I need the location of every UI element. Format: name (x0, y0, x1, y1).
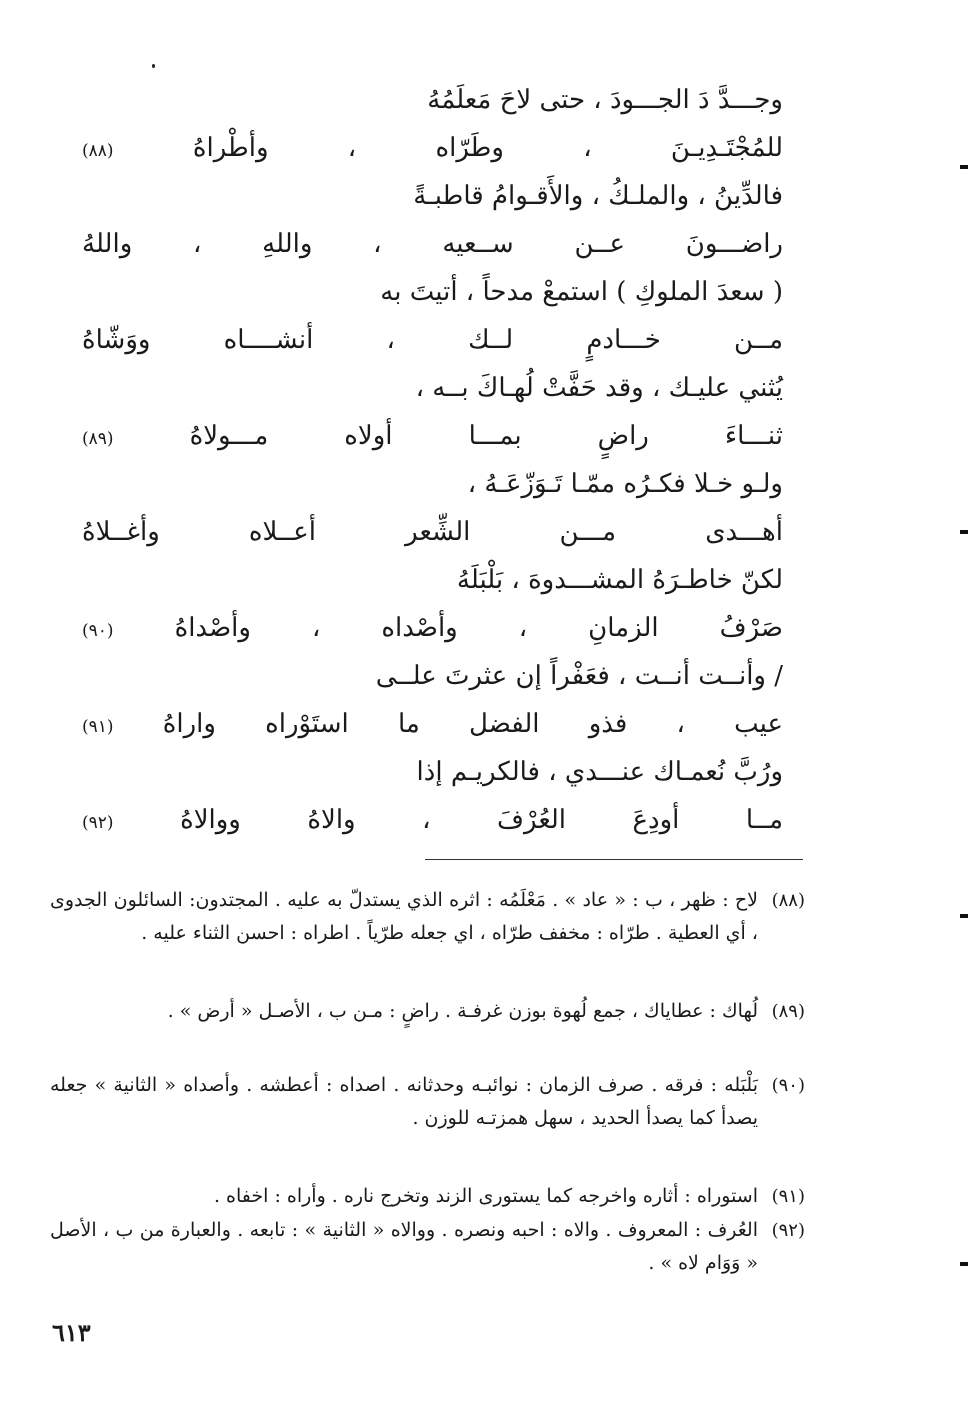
footnote-ref: (٩٠) (82, 621, 114, 641)
verse-line: أهـــدى مـــن الشِّعر أعــلاه وأغــلاهُ (82, 517, 783, 547)
footnote-ref: (٨٩) (82, 429, 114, 449)
footnote-number: (٩١) (771, 1186, 805, 1207)
verse-line: فالدِّينُ ، والملـكُ ، والأَقـوامُ قاطبـةً (413, 181, 783, 211)
footnote-ref: (٩٢) (82, 813, 114, 833)
page-number: ٦١٣ (52, 1318, 91, 1347)
footnote-text: بَلْبَله : فرقه . صرف الزمان : نوائبـه وحدثانه . اصداه : أعطشه . وأصداه « الثانية » جعله يصدأ كما يصدأ الحديد ، سهل همزتـه للوزن . (50, 1074, 758, 1129)
footnote-ref: (٩١) (82, 717, 114, 737)
footnote-text: استوراه : أثاره واخرجه كما يستورى الزند وتخرج ناره . وأراه : اخفاه . (213, 1185, 758, 1207)
scan-edge-mark (960, 914, 968, 918)
verse-line: / وأنــت أنــت ، فعَفْراً إن عثرتَ علــى (375, 661, 783, 691)
footnote-text: لُهاك : عطاياك ، جمع لُهوة بوزن غرفـة . راضٍ : مـن ب ، الأصـل « أرض » . (167, 1000, 758, 1022)
footnote-number: (٨٩) (771, 1001, 805, 1022)
verse-line: مــا أودِعَ العُرْفَ ، والاهُ ووالاهُ (٩٢) (82, 805, 784, 835)
scan-edge-mark (960, 165, 968, 169)
footnote-separator (425, 859, 803, 860)
footnote-ref: (٨٨) (82, 141, 114, 161)
verse-line: ثنـــاءَ راضٍ بمـــا أولاه مـــولاهُ (٨٩) (82, 421, 783, 451)
verse-line: ورُبَّ نُعمـاك عنـــدي ، فالكريـم إذا (416, 757, 783, 787)
verse-line: عيب ، فذو الفضل ما استَوْراه واراهُ (٩١) (82, 709, 783, 739)
footnote-number: (٨٨) (771, 890, 805, 911)
verse-line: وجـــدَّ دَ الجـــودَ ، حتى لاحَ مَعلَمُهُ (427, 85, 783, 115)
verse-line: ولـو خـلا فكـرُه ممّـا تَـوَزّعَـهُ ، (467, 469, 783, 499)
footnote-number: (٩٢) (771, 1220, 805, 1241)
verse-line: للمُجْتَـدِيـنَ ، وطَرّاه ، وأطْراهُ (٨٨) (82, 133, 784, 163)
verse-line: صَرْفُ الزمانِ ، وأصْداه ، وأصْداهُ (٩٠) (82, 613, 783, 643)
verse-line: مــن خـــادمٍ لــك ، أنشــــاه ووَشّاهُ (82, 325, 783, 355)
ink-dot (152, 64, 155, 68)
footnote-text: العُرف : المعروف . والاه : احبه ونصره . ووالاه « الثانية » : تابعه . والعبارة من ب ، الأصل « وَوَام لاه » . (50, 1219, 758, 1274)
verse-line: راضـــونَ عــن ســعيه ، واللهِ ، واللهُ (82, 229, 783, 259)
footnote-number: (٩٠) (771, 1075, 805, 1096)
verse-line: ( سعدَ الملوكِ ) استمعْ مدحاً ، أتيتَ به (380, 277, 783, 307)
scan-edge-mark (960, 530, 968, 534)
scan-edge-mark (960, 1262, 968, 1266)
verse-line: يُثني عليـك ، وقد حَفَّتْ لُهـاكَ بــه ، (415, 373, 783, 403)
verse-line: لكنّ خاطـرَهُ المشـــدوهَ ، بَلْبَلَهُ (456, 565, 783, 595)
footnote-text: لاح : ظهر ، ب : « عاد » . مَعْلَمُه : اثره الذي يستدلّ به عليه . المجتدون: السائلون الجدوى ، أي العطية . طرّاه : مخفف طرّاه ، اي جعله طرّياً . اطراه : احسن الثناء عليه . (50, 889, 758, 944)
